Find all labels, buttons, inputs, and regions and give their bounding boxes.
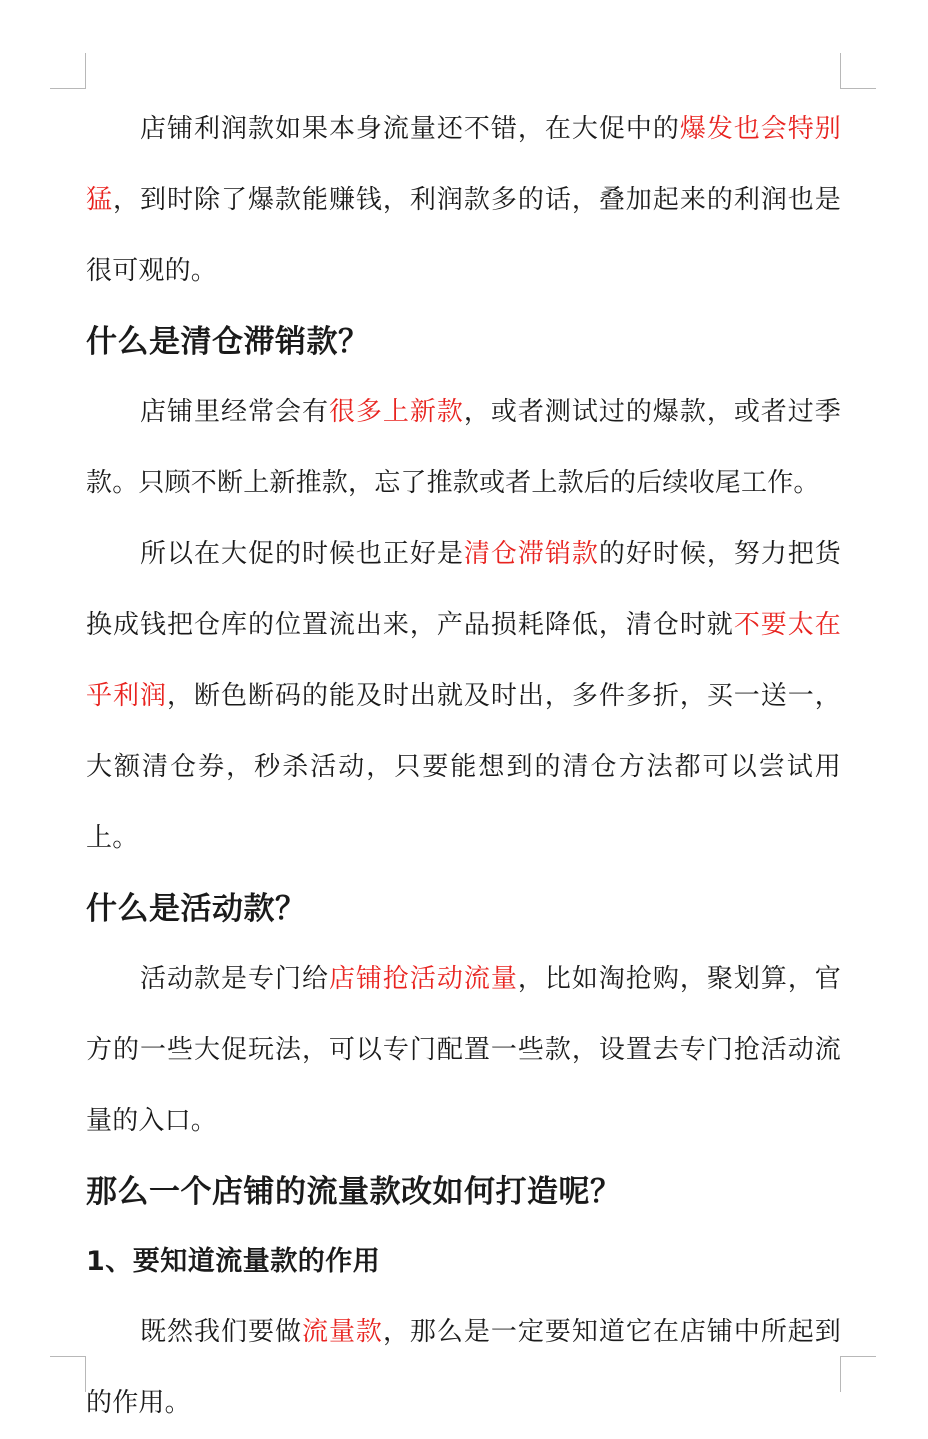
highlight-text: 爆发也会特别猛 [86,114,841,215]
highlight-text: 不要太在乎利润 [86,610,841,711]
paragraph-clearance-timing [86,519,841,874]
highlight-text: 清仓滞销款 [463,539,599,569]
paragraph-text: 店铺利润款如果本身流量还不错，在大促中的 [140,114,680,144]
paragraph-text: 的好时候，努力把货换成钱把仓库的位置流出来，产品损耗降低，清仓时就 [86,539,841,640]
crop-mark-top-right [840,53,876,89]
paragraph-profit-products [86,94,841,307]
paragraph-text: ，或者测试过的爆款，或者过季款。只顾不断上新推款，忘了推款或者上款后的后续收尾工作。 [86,397,841,498]
paragraph-new-products [86,377,841,519]
paragraph-traffic-product-role [86,1297,841,1439]
heading-activity-products: 什么是活动款？ [86,891,307,927]
crop-mark-bottom-right [840,1356,876,1392]
paragraph-text: ，断色断码的能及时出就及时出，多件多折，买一送一，大额清仓券，秒杀活动，只要能想到的清仓方法都可以尝试用上。 [86,681,841,853]
heading-clearance-products: 什么是清仓滞销款？ [86,324,370,360]
paragraph-text: 活动款是专门给 [140,964,329,994]
paragraph-text: ，那么是一定要知道它在店铺中所起到的作用。 [86,1317,841,1418]
heading-build-traffic-products: 那么一个店铺的流量款改如何打造呢？ [86,1174,622,1210]
paragraph-activity-products [86,944,841,1157]
highlight-text: 店铺抢活动流量 [328,964,518,994]
paragraph-text: ，比如淘抢购，聚划算，官方的一些大促玩法，可以专门配置一些款，设置去专门抢活动流量的入口。 [86,964,842,1136]
crop-mark-top-left [50,53,86,89]
highlight-text: 流量款 [301,1317,383,1347]
paragraph-text: 既然我们要做 [140,1317,302,1347]
crop-mark-bottom-left [50,1356,86,1392]
paragraph-text: ，到时除了爆款能赚钱，利润款多的话，叠加起来的利润也是很可观的。 [86,185,841,286]
document-body [86,94,841,1439]
paragraph-text: 所以在大促的时候也正好是 [140,539,464,569]
highlight-text: 很多上新款 [328,397,464,427]
paragraph-text: 店铺里经常会有 [140,397,329,427]
heading-step-1: 1、要知道流量款的作用 [86,1246,381,1277]
